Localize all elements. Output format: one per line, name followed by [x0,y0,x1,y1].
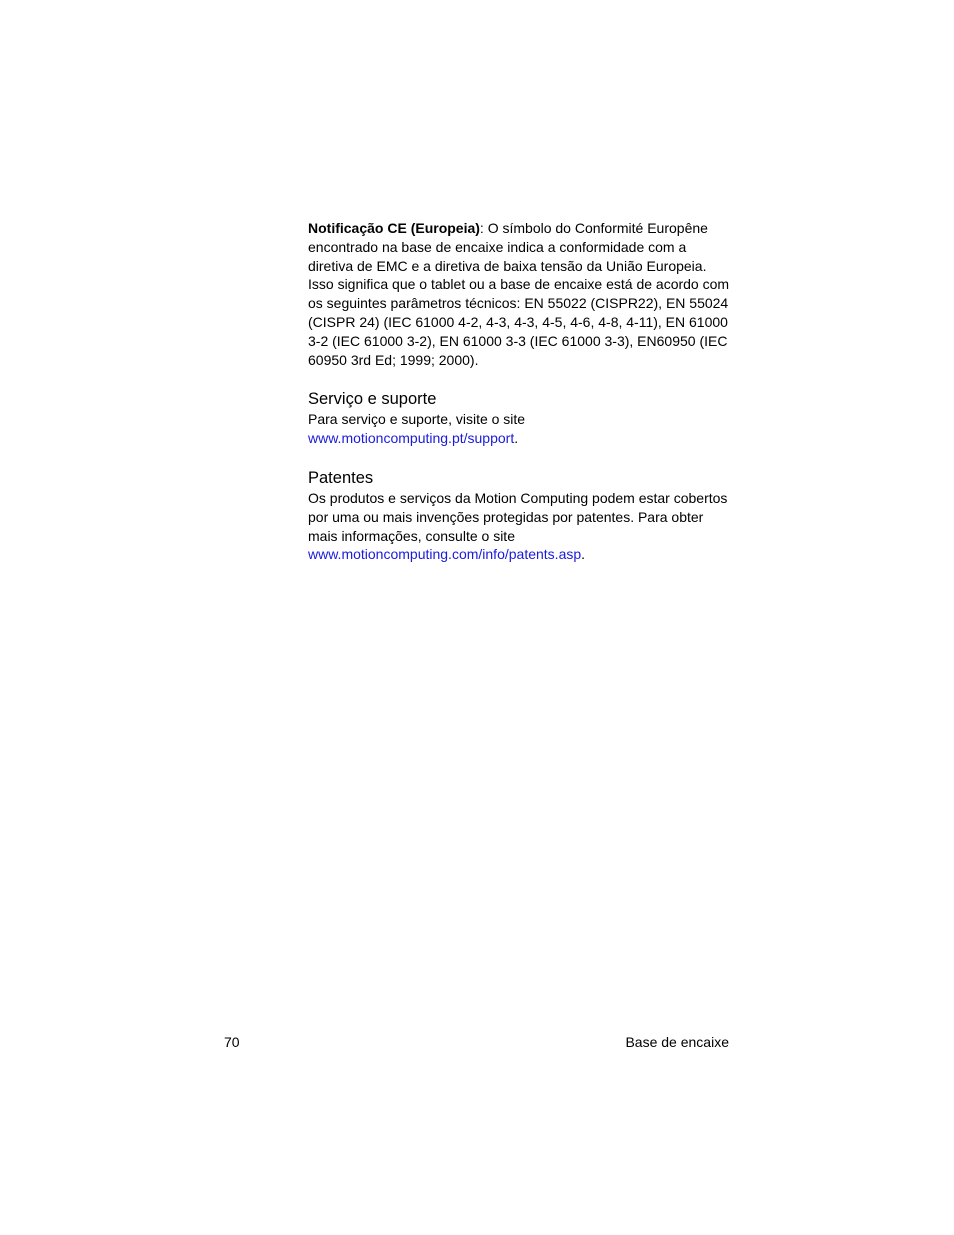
service-link[interactable]: www.motioncomputing.pt/support [308,430,515,447]
ce-notice-paragraph [308,219,733,369]
service-heading: Serviço e suporte [308,390,437,409]
page-number: 70 [224,1034,240,1050]
service-suffix: . [514,430,519,447]
patents-text: Os produtos e serviços da Motion Computing podem estar cobertos por uma ou mais invenções protegidas por patentes. Para obter mais informações, consulte o site [308,489,728,544]
service-text: Para serviço e suporte, visite o site [308,411,526,428]
page-content [308,219,733,564]
patents-heading: Patentes [308,468,374,487]
patents-suffix: . [581,546,586,563]
patents-paragraph [308,489,733,564]
service-paragraph [308,410,733,448]
footer-section-title: Base de encaixe [625,1034,729,1050]
ce-notice-title: Notificação CE (Europeia) [308,220,480,236]
patents-link[interactable]: www.motioncomputing.com/info/patents.asp [308,546,582,563]
ce-notice-text: : O símbolo do Conformité Europêne encontrado na base de encaixe indica a conformidade com a diretiva de EMC e a diretiva de baixa tensão da União Europeia. Isso significa que o tablet ou a base de encaixe está de acordo com os seguintes parâmetros técnicos: EN 55022 (CISPR22), EN 55024 (CISPR 24) (IEC 61000 4-2, 4-3, 4-3, 4-5, 4-6, 4-8, 4-11), EN 61000 3-2 (IEC 61000 3-2), EN 61000 3-3 (IEC 61000 3-3), EN60950 (IEC 60950 3rd Ed; 1999; 2000). [308,220,730,368]
